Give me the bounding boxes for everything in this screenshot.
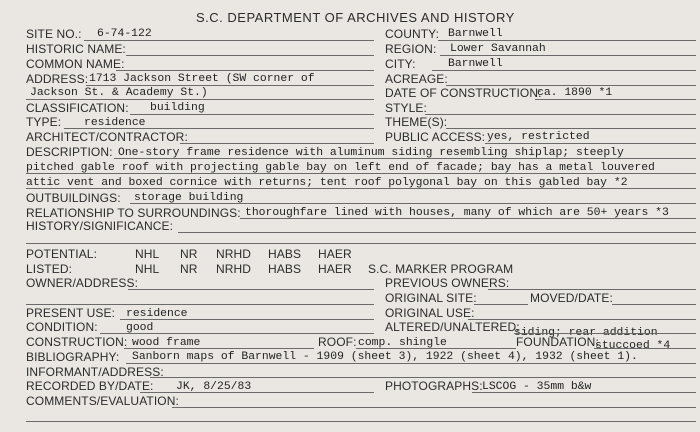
- present-use-rule: [120, 319, 374, 320]
- listed-label: LISTED:: [26, 262, 73, 276]
- address-rule-1: [86, 85, 374, 86]
- site-no-value: 6-74-122: [97, 28, 152, 40]
- type-rule: [64, 128, 374, 129]
- address-label: ADDRESS:: [26, 72, 89, 86]
- public-access-label: PUBLIC ACCESS:: [385, 130, 486, 144]
- type-value: residence: [84, 117, 146, 129]
- listed-haer: HAER: [318, 262, 352, 276]
- original-site-rule: [474, 304, 528, 305]
- description-value-line3: attic vent and boxed cornice with returns; tent roof polygonal bay on this gabled bay *2: [26, 177, 628, 189]
- common-name-label: COMMON NAME:: [26, 57, 125, 71]
- type-label: TYPE:: [26, 115, 62, 129]
- description-label: DESCRIPTION:: [26, 145, 113, 159]
- historic-name-label: HISTORIC NAME:: [26, 42, 126, 56]
- style-rule: [425, 114, 696, 115]
- present-use-value: residence: [126, 308, 188, 320]
- listed-habs: HABS: [268, 262, 302, 276]
- owner-address-rule-2: [26, 304, 374, 305]
- recorded-by-value: JK, 8/25/83: [176, 381, 252, 393]
- listed-nhl: NHL: [135, 262, 160, 276]
- address-rule-2: [26, 99, 374, 100]
- construction-value: wood frame: [132, 337, 201, 349]
- relationship-label: RELATIONSHIP TO SURROUNDINGS:: [26, 206, 241, 220]
- region-label: REGION:: [385, 42, 437, 56]
- construction-rule: [124, 348, 314, 349]
- owner-address-label: OWNER/ADDRESS:: [26, 276, 139, 290]
- date-construction-label: DATE OF CONSTRUCTION:: [385, 86, 542, 100]
- themes-rule: [446, 128, 696, 129]
- altered-label: ALTERED/UNALTERED:: [385, 320, 520, 334]
- outbuildings-rule: [130, 203, 696, 204]
- moved-date-label: MOVED/DATE:: [530, 291, 613, 305]
- bibliography-label: BIBLIOGRAPHY:: [26, 350, 120, 364]
- history-label: HISTORY/SIGNIFICANCE:: [26, 219, 174, 233]
- description-value-line2: pitched gable roof with projecting gable bay on left end of facade; bay has a metal louvered: [26, 162, 655, 174]
- photographs-value: LSCOG - 35mm b&w: [482, 381, 592, 393]
- site-no-label: SITE NO.:: [26, 27, 82, 41]
- relationship-value: thoroughfare lined with houses, many of which are 50+ years *3: [245, 207, 669, 219]
- form-title: S.C. DEPARTMENT OF ARCHIVES AND HISTORY: [196, 10, 515, 25]
- potential-habs: HABS: [268, 247, 302, 261]
- address-value-line1: 1713 Jackson Street (SW corner of: [89, 73, 315, 85]
- city-value: Barnwell: [448, 58, 503, 70]
- bibliography-rule: [126, 363, 696, 364]
- foundation-label: FOUNDATION:: [516, 335, 599, 349]
- potential-nr: NR: [180, 247, 198, 261]
- date-construction-rule: [535, 99, 696, 100]
- original-use-label: ORIGINAL USE:: [385, 306, 475, 320]
- altered-value-line1: siding; rear addition: [514, 327, 658, 339]
- potential-nrhd: NRHD: [216, 247, 252, 261]
- photographs-label: PHOTOGRAPHS:: [385, 379, 483, 393]
- region-value: Lower Savannah: [450, 43, 546, 55]
- previous-owners-rule: [488, 289, 696, 290]
- outbuildings-value: storage building: [134, 192, 244, 204]
- architect-rule: [180, 143, 374, 144]
- classification-value: building: [150, 102, 205, 114]
- description-value-line1: One-story frame residence with aluminum siding resembling shiplap; steeply: [118, 147, 624, 159]
- potential-haer: HAER: [318, 247, 352, 261]
- original-use-rule: [468, 319, 696, 320]
- county-rule: [438, 40, 696, 41]
- classification-label: CLASSIFICATION:: [26, 101, 129, 115]
- outbuildings-label: OUTBUILDINGS:: [26, 191, 121, 205]
- owner-address-rule: [128, 289, 374, 290]
- condition-rule: [100, 333, 374, 334]
- site-no-rule: [84, 40, 374, 41]
- potential-nhl: NHL: [135, 247, 160, 261]
- previous-owners-label: PREVIOUS OWNERS:: [385, 276, 510, 290]
- city-rule: [432, 70, 696, 71]
- comments-rule: [172, 407, 696, 408]
- architect-label: ARCHITECT/CONTRACTOR:: [26, 130, 188, 144]
- common-name-rule: [116, 70, 374, 71]
- informant-rule: [150, 377, 696, 378]
- acreage-label: ACREAGE:: [385, 72, 448, 86]
- informant-label: INFORMANT/ADDRESS:: [26, 365, 164, 379]
- roof-rule: [356, 348, 516, 349]
- condition-value: good: [126, 322, 154, 334]
- region-rule: [440, 55, 696, 56]
- original-site-label: ORIGINAL SITE:: [385, 291, 477, 305]
- recorded-by-label: RECORDED BY/DATE:: [26, 379, 154, 393]
- listed-nrhd: NRHD: [216, 262, 252, 276]
- description-rule-2: [26, 173, 696, 174]
- construction-label: CONSTRUCTION:: [26, 335, 128, 349]
- public-access-rule: [485, 143, 696, 144]
- recorded-by-rule: [140, 392, 374, 393]
- condition-label: CONDITION:: [26, 320, 98, 334]
- classification-rule: [130, 114, 374, 115]
- bibliography-value: Sanborn maps of Barnwell - 1909 (sheet 3), 1922 (sheet 4), 1932 (sheet 1).: [132, 351, 638, 363]
- present-use-label: PRESENT USE:: [26, 306, 116, 320]
- altered-value-line2: stuccoed *4: [595, 340, 671, 352]
- marker-program-label: S.C. MARKER PROGRAM: [368, 262, 514, 276]
- foundation-rule: [594, 348, 696, 349]
- county-value: Barnwell: [448, 28, 503, 40]
- themes-label: THEME(S):: [385, 115, 448, 129]
- address-value-line2: Jackson St. & Academy St.): [30, 87, 208, 99]
- date-construction-value: ca. 1890 *1: [537, 87, 613, 99]
- photographs-rule: [472, 392, 696, 393]
- description-rule-1: [114, 158, 696, 159]
- moved-date-rule: [612, 304, 696, 305]
- historic-name-rule: [126, 55, 374, 56]
- city-label: CITY:: [385, 57, 416, 71]
- relationship-rule: [240, 218, 696, 219]
- potential-label: POTENTIAL:: [26, 247, 98, 261]
- listed-nr: NR: [180, 262, 198, 276]
- county-label: COUNTY:: [385, 27, 440, 41]
- acreage-rule: [446, 85, 696, 86]
- style-label: STYLE:: [385, 101, 427, 115]
- public-access-value: yes, restricted: [487, 131, 590, 143]
- comments-label: COMMENTS/EVALUATION:: [26, 394, 179, 408]
- history-rule-2: [26, 243, 696, 244]
- altered-rule: [514, 333, 696, 334]
- description-rule-3: [26, 188, 696, 189]
- roof-label: ROOF:: [318, 335, 357, 349]
- comments-rule-2: [26, 421, 696, 422]
- roof-value: comp. shingle: [358, 337, 447, 349]
- history-rule: [178, 232, 696, 233]
